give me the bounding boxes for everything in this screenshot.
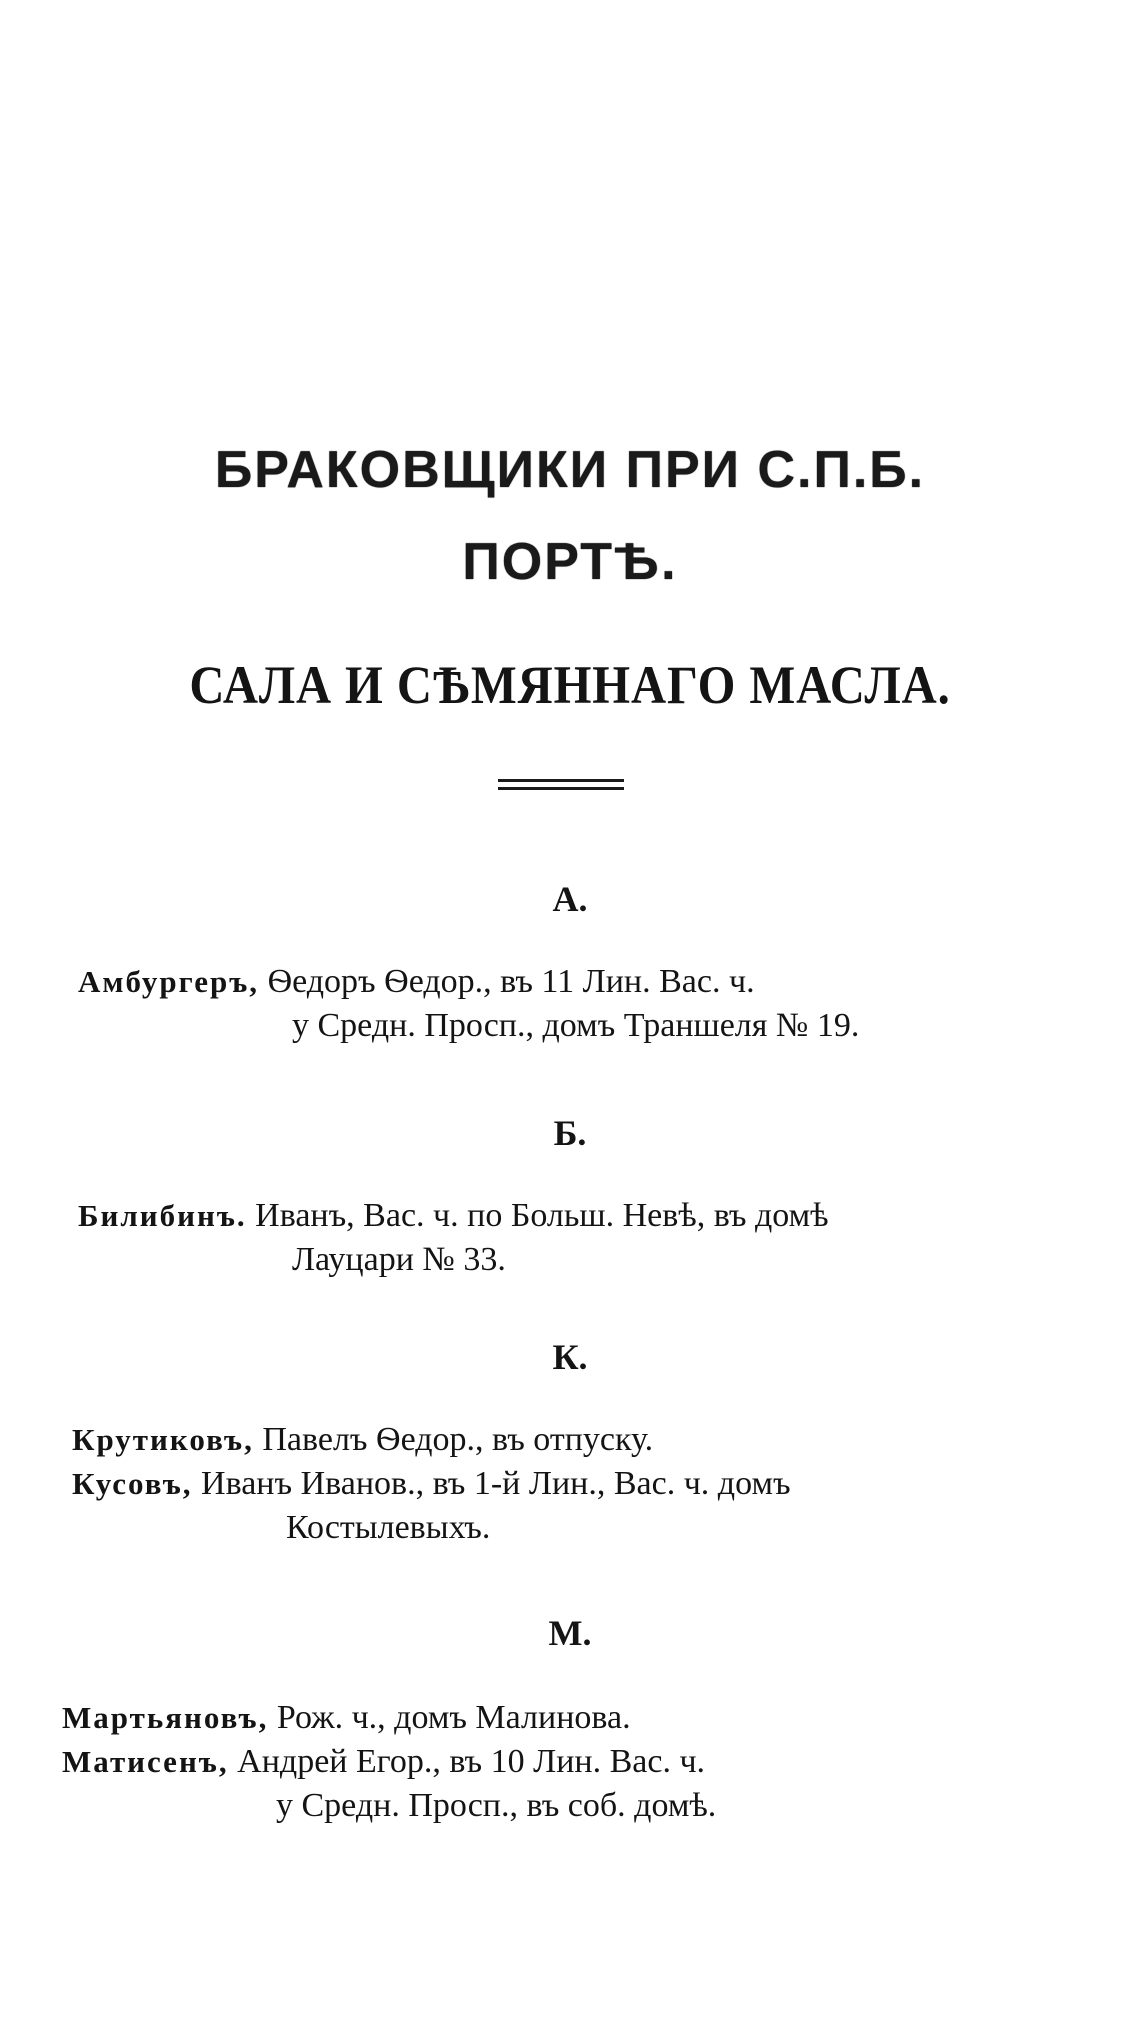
- entry-details: Иванъ Иванов., въ 1-й Лин., Вас. ч. домъ: [192, 1465, 791, 1502]
- entry-continuation: Костылевыхъ.: [286, 1509, 491, 1546]
- entry-line: [72, 1420, 653, 1460]
- page-title-line-1: БРАКОВЩИКИ ПРИ С.П.Б.: [214, 441, 926, 499]
- entry-surname: Амбургеръ,: [78, 964, 260, 999]
- entry-line: [78, 1196, 829, 1236]
- entry-surname: Мартьяновъ,: [62, 1700, 269, 1735]
- entry-surname: Матисенъ,: [62, 1744, 229, 1779]
- entry-surname: Крутиковъ,: [72, 1422, 254, 1457]
- entry-line: [62, 1698, 631, 1738]
- entry-details: Андрей Егор., въ 10 Лин. Вас. ч.: [228, 1743, 706, 1780]
- section-letter-a: А.: [552, 879, 588, 919]
- entry-surname: Билибинъ.: [78, 1198, 247, 1233]
- entry-line: [72, 1464, 791, 1504]
- entry-details: Ѳедоръ Ѳедор., въ 11 Лин. Вас. ч.: [259, 963, 755, 1000]
- entry-continuation: Лауцари № 33.: [292, 1241, 506, 1278]
- entry-surname: Кусовъ,: [72, 1466, 193, 1501]
- section-letter-k: К.: [552, 1337, 588, 1377]
- entry-line: [62, 1742, 705, 1782]
- double-rule-top: [498, 779, 624, 782]
- entry-line: [78, 962, 755, 1002]
- entry-details: Рож. ч., домъ Малинова.: [268, 1699, 631, 1736]
- entry-continuation: у Средн. Просп., домъ Траншеля № 19.: [292, 1007, 860, 1044]
- entry-details: Павелъ Ѳедор., въ отпуску.: [253, 1421, 654, 1458]
- double-rule-bottom: [498, 787, 624, 790]
- page-subtitle: САЛА И СѢМЯННАГО МАСЛА.: [189, 655, 951, 715]
- section-letter-b: Б.: [553, 1113, 587, 1153]
- entry-details: Иванъ, Вас. ч. по Больш. Невѣ, въ домѣ: [246, 1197, 829, 1234]
- entry-continuation: у Средн. Просп., въ соб. домѣ.: [276, 1787, 717, 1824]
- page-title-line-2: ПОРТѢ.: [462, 533, 678, 591]
- section-letter-m: М.: [548, 1613, 592, 1653]
